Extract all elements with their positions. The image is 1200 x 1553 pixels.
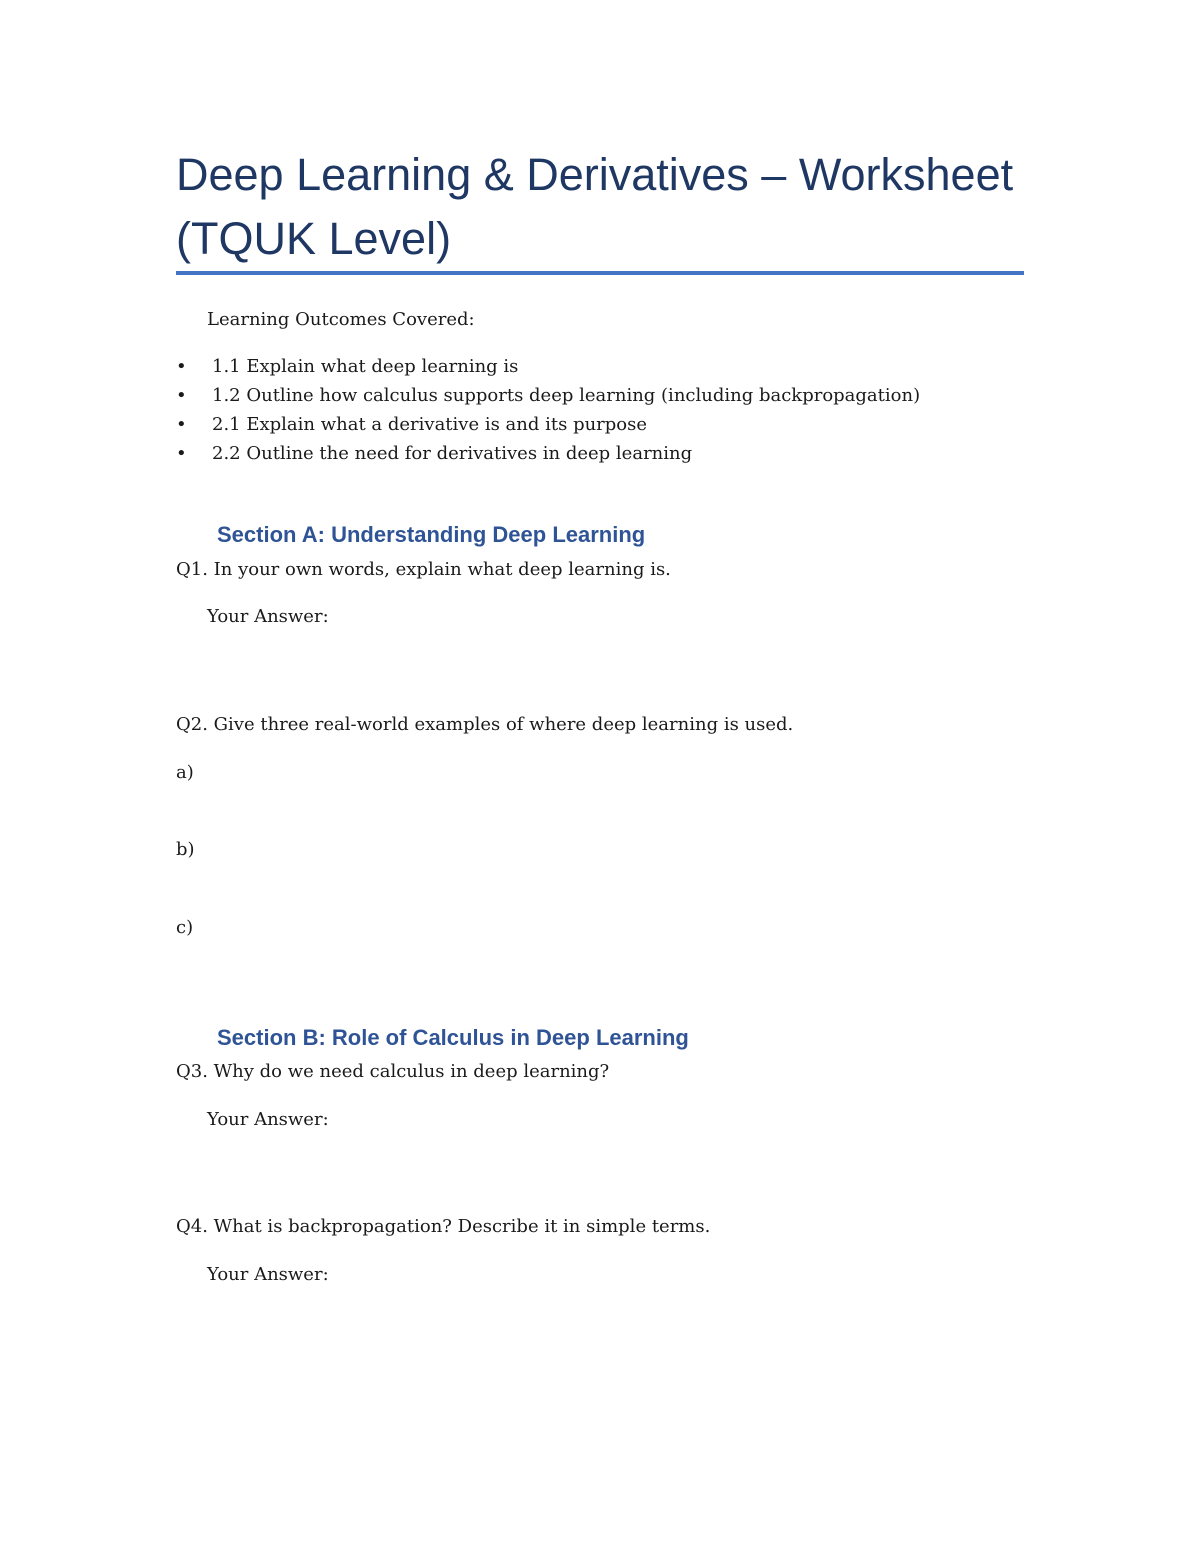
bullet-icon: • <box>176 443 187 464</box>
outcomes-heading: Learning Outcomes Covered: <box>207 309 475 330</box>
section-b-heading: Section B: Role of Calculus in Deep Learning <box>217 1025 689 1050</box>
outcome-item-text: 1.1 Explain what deep learning is <box>212 356 519 377</box>
question-3: Q3. Why do we need calculus in deep learning? <box>176 1061 610 1082</box>
q2-option-b: b) <box>176 839 195 860</box>
outcome-item-text: 2.2 Outline the need for derivatives in deep learning <box>212 443 693 464</box>
question-4: Q4. What is backpropagation? Describe it in simple terms. <box>176 1216 711 1237</box>
document-title: Deep Learning & Derivatives – Worksheet (TQUK Level) <box>176 149 1014 264</box>
q3-answer-label: Your Answer: <box>207 1109 329 1130</box>
bullet-icon: • <box>176 356 187 377</box>
title-underline <box>176 271 1024 275</box>
question-2: Q2. Give three real-world examples of where deep learning is used. <box>176 714 794 735</box>
section-a-heading: Section A: Understanding Deep Learning <box>217 522 646 547</box>
outcome-item-text: 2.1 Explain what a derivative is and its purpose <box>212 414 648 435</box>
bullet-icon: • <box>176 414 187 435</box>
q1-answer-label: Your Answer: <box>207 606 329 627</box>
outcome-item-text: 1.2 Outline how calculus supports deep learning (including backpropagation) <box>212 385 921 406</box>
question-1: Q1. In your own words, explain what deep learning is. <box>176 559 671 580</box>
q2-option-a: a) <box>176 762 194 783</box>
bullet-icon: • <box>176 385 187 406</box>
q4-answer-label: Your Answer: <box>207 1264 329 1285</box>
q2-option-c: c) <box>176 917 194 938</box>
